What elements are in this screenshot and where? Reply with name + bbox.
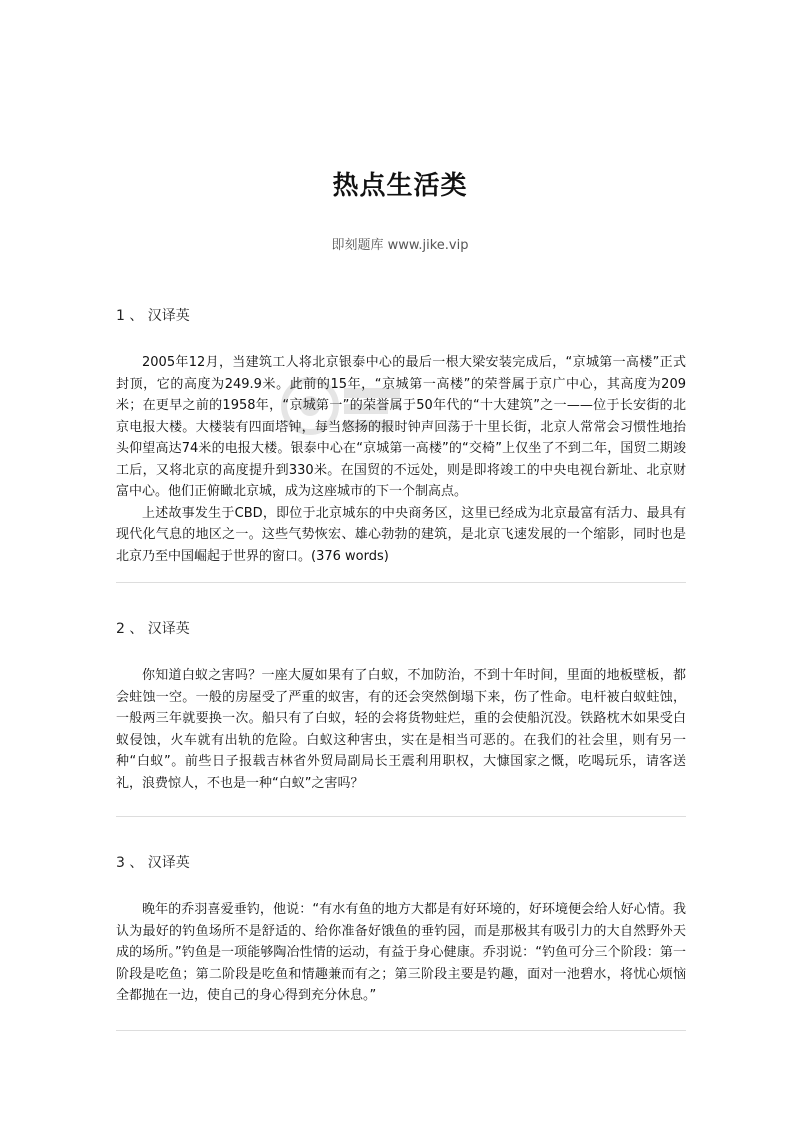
page-title: 热点生活类 <box>332 171 468 202</box>
question-heading: 3 、 汉译英 <box>116 855 190 871</box>
question-paragraph: 你知道白蚁之害吗？一座大厦如果有了白蚁，不加防治，不到十年时间，里面的地板壁板，都会蛀蚀一空。一般的房屋受了严重的蚁害，有的还会突然倒塌下来，伤了性命。电杆被白蚁蛀蚀，一般两三年就要换一次。船只有了白蚁，轻的会将货物蛀烂，重的会使船沉没。铁路枕木如果受白蚁侵蚀，火车就有出轨的危险。白蚁这种害虫，实在是相当可恶的。在我们的社会里，则有另一种“白蚁”。前些日子报载吉林省外贸局副局长王震利用职权，大慷国家之慨，吃喝玩乐，请客送礼，浪费惊人，不也是一种“白蚁”之害吗？ <box>116 668 686 791</box>
question-body <box>116 665 686 794</box>
section-divider <box>116 582 686 583</box>
section-divider <box>116 816 686 817</box>
question-section-3 <box>116 853 686 1007</box>
question-body <box>116 352 686 567</box>
section-divider <box>116 1030 686 1031</box>
question-paragraph: 上述故事发生于CBD，即位于北京城东的中央商务区，这里已经成为北京最富有活力、最具有现代化气息的地区之一。这些气势恢宏、雄心勃勃的建筑，是北京飞速发展的一个缩影，同时也是北京乃至中国崛起于世界的窗口。(376 words) <box>116 505 686 564</box>
question-heading: 2 、 汉译英 <box>116 621 190 637</box>
question-paragraph: 晚年的乔羽喜爱垂钓，他说：“有水有鱼的地方大都是有好环境的，好环境便会给人好心情。我认为最好的钓鱼场所不是舒适的、给你准备好饿鱼的垂钓园，而是那极其有吸引力的大自然野外天成的场所。”钓鱼是一项能够陶冶性情的运动，有益于身心健康。乔羽说：“钓鱼可分三个阶段：第一阶段是吃鱼；第二阶段是吃鱼和情趣兼而有之；第三阶段主要是钓趣，面对一池碧水，将忧心烦恼全都抛在一边，使自己的身心得到充分休息。” <box>116 902 686 1003</box>
question-heading: 1 、 汉译英 <box>116 308 190 324</box>
question-paragraph: 2005年12月，当建筑工人将北京银泰中心的最后一根大梁安装完成后，“京城第一高楼”正式封顶，它的高度为249.9米。此前的15年，“京城第一高楼”的荣誉属于京广中心，其高度为209米；在更早之前的1958年，“京城第一”的荣誉属于50年代的“十大建筑”之一——位于长安街的北京电报大楼。大楼装有四面塔钟，每当悠扬的报时钟声回荡于十里长街，北京人常常会习惯性地抬头仰望高达74米的电报大楼。银泰中心在“京城第一高楼”的“交椅”上仅坐了不到二年，国贸二期竣工后，又将北京的高度提升到330米。在国贸的不远处，则是即将竣工的中央电视台新址、北京财富中心。他们正俯瞰北京城，成为这座城市的下一个制高点。 <box>116 355 686 499</box>
question-body <box>116 899 686 1007</box>
question-section-2 <box>116 619 686 794</box>
question-section-1 <box>116 306 686 567</box>
source-label: 即刻题库 www.jike.vip <box>331 238 469 253</box>
